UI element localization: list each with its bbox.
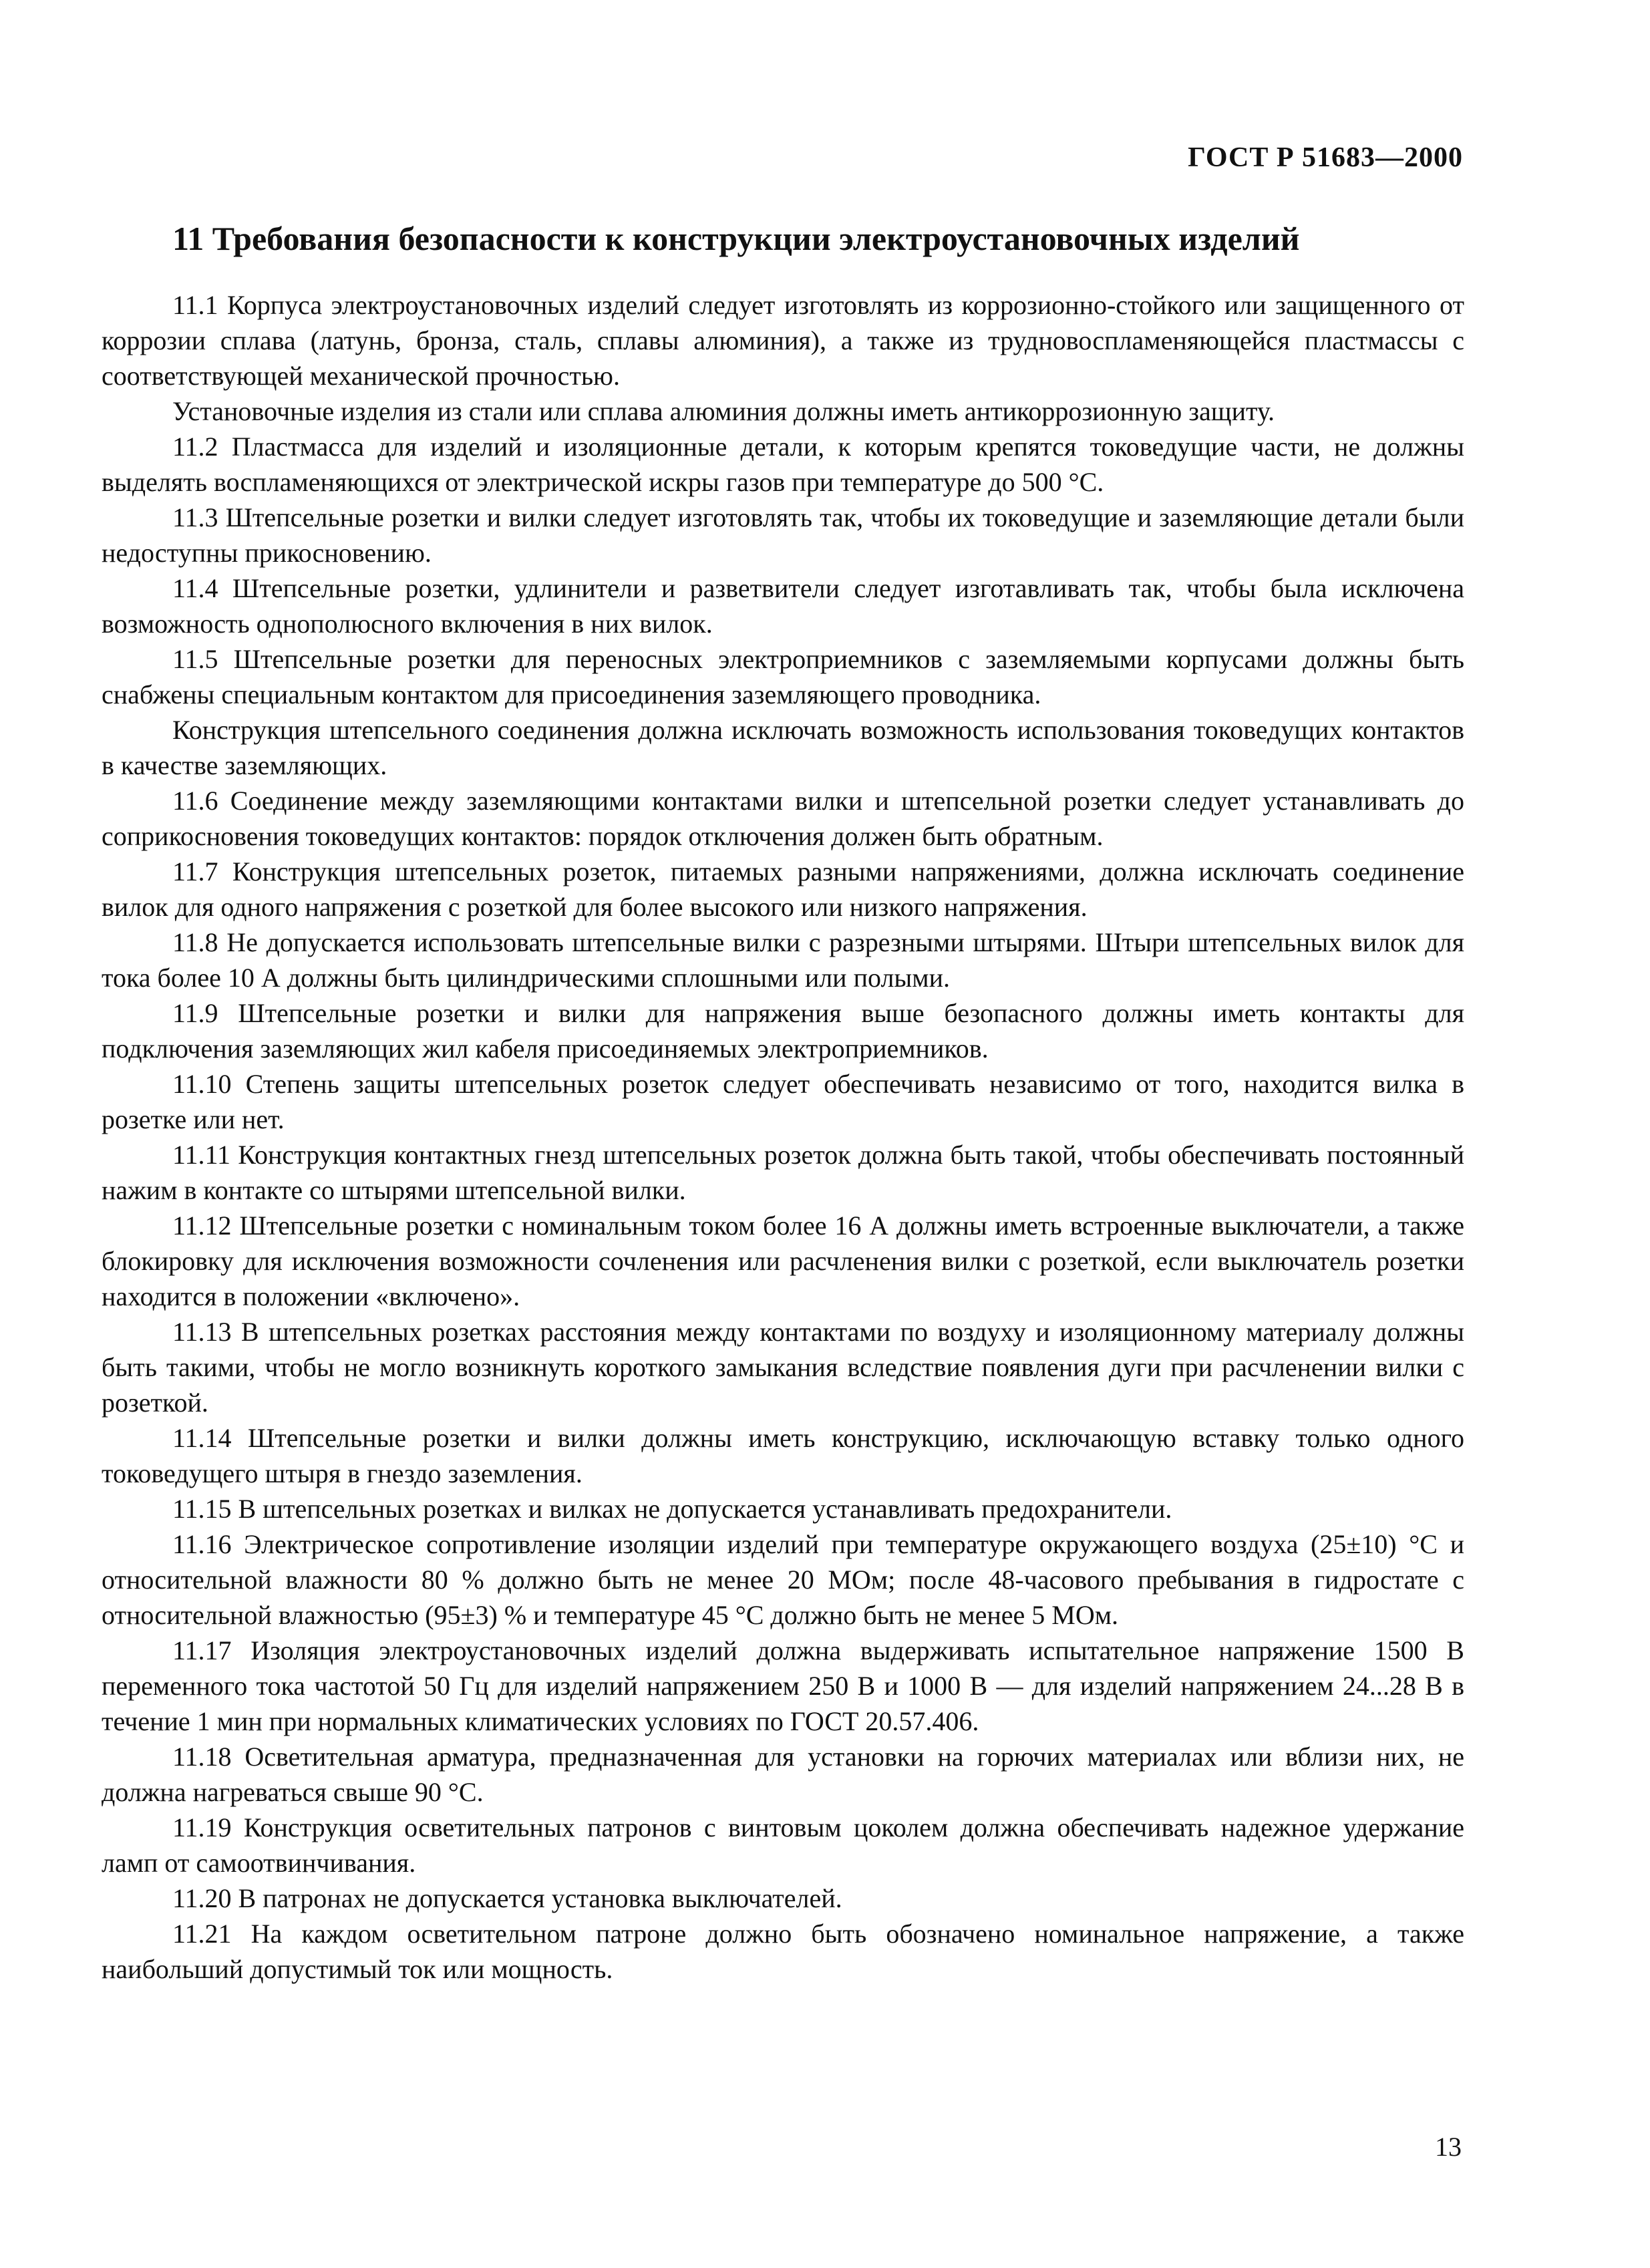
- paragraph-11-1-cont: Установочные изделия из стали или сплава алюминия должны иметь антикоррозионную защиту.: [172, 396, 1275, 426]
- paragraph-11-16: 11.16 Электрическое сопротивление изоляции изделий при температуре окружающего воздуха (25±10) °С и относительной влажности 80 % должно быть не менее 20 МОм; после 48-часового пребывания в гидростате с относительной влажностью (95±3) % и температуре 45 °С должно быть не менее 5 МОм.: [102, 1529, 1464, 1630]
- paragraph-11-18: 11.18 Осветительная арматура, предназначенная для установки на горючих материалах или вблизи них, не должна нагреваться свыше 90 °С.: [102, 1742, 1464, 1807]
- paragraph-11-5-cont: Конструкция штепсельного соединения должна исключать возможность использования токоведущих контактов в качестве заземляющих.: [102, 715, 1464, 780]
- paragraph-11-2: 11.2 Пластмасса для изделий и изоляционные детали, к которым крепятся токоведущие части, не должны выделять воспламеняющихся от электрической искры газов при температуре до 500 °С.: [102, 432, 1464, 497]
- paragraph-11-21: 11.21 На каждом осветительном патроне должно быть обозначено номинальное напряжение, а также наибольший допустимый ток или мощность.: [102, 1919, 1464, 1984]
- paragraph-11-5: 11.5 Штепсельные розетки для переносных электроприемников с заземляемыми корпусами должны быть снабжены специальным контактом для присоединения заземляющего проводника.: [102, 644, 1464, 709]
- paragraph-11-8: 11.8 Не допускается использовать штепсельные вилки с разрезными штырями. Штыри штепсельных вилок для тока более 10 А должны быть цилиндрическими сплошными или полыми.: [102, 927, 1464, 993]
- paragraph-11-14: 11.14 Штепсельные розетки и вилки должны иметь конструкцию, исключающую вставку только одного токоведущего штыря в гнездо заземления.: [102, 1423, 1464, 1488]
- section-title: 11 Требования безопасности к конструкции электроустановочных изделий: [172, 220, 1300, 257]
- paragraph-11-20: 11.20 В патронах не допускается установка выключателей.: [172, 1883, 842, 1913]
- paragraph-11-4: 11.4 Штепсельные розетки, удлинители и разветвители следует изготавливать так, чтобы была исключена возможность однополюсного включения в них вилок.: [102, 573, 1464, 639]
- paragraph-11-15: 11.15 В штепсельных розетках и вилках не допускается устанавливать предохранители.: [172, 1494, 1172, 1524]
- paragraph-11-13: 11.13 В штепсельных розетках расстояния между контактами по воздуху и изоляционному материалу должны быть такими, чтобы не могло возникнуть короткого замыкания вследствие появления дуги при расчленении вилки с розеткой.: [102, 1317, 1464, 1418]
- document-code: ГОСТ Р 51683—2000: [1188, 142, 1463, 173]
- paragraph-11-3: 11.3 Штепсельные розетки и вилки следует изготовлять так, чтобы их токоведущие и заземляющие детали были недоступны прикосновению.: [102, 502, 1464, 568]
- paragraph-11-7: 11.7 Конструкция штепсельных розеток, питаемых разными напряжениями, должна исключать соединение вилок для одного напряжения с розеткой для более высокого или низкого напряжения.: [102, 856, 1464, 922]
- paragraph-11-10: 11.10 Степень защиты штепсельных розеток следует обеспечивать независимо от того, находится вилка в розетке или нет.: [102, 1069, 1464, 1134]
- paragraph-11-1: 11.1 Корпуса электроустановочных изделий следует изготовлять из коррозионно-стойкого или защищенного от коррозии сплава (латунь, бронза, сталь, сплавы алюминия), а также из трудновоспламеняющейся пластмассы с соответствующей механической прочностью.: [102, 290, 1464, 391]
- paragraph-11-17: 11.17 Изоляция электроустановочных изделий должна выдерживать испытательное напряжение 1500 В переменного тока частотой 50 Гц для изделий напряжением 250 В и 1000 В — для изделий напряжением 24...28 В в течение 1 мин при нормальных климатических условиях по ГОСТ 20.57.406.: [102, 1635, 1464, 1736]
- paragraph-11-6: 11.6 Соединение между заземляющими контактами вилки и штепсельной розетки следует устанавливать до соприкосновения токоведущих контактов: порядок отключения должен быть обратным.: [102, 786, 1464, 851]
- paragraph-11-19: 11.19 Конструкция осветительных патронов с винтовым цоколем должна обеспечивать надежное удержание ламп от самоотвинчивания.: [102, 1812, 1464, 1878]
- paragraph-11-12: 11.12 Штепсельные розетки с номинальным током более 16 А должны иметь встроенные выключатели, а также блокировку для исключения возможности сочленения или расчленения вилки с розеткой, если выключатель розетки находится в положении «включено».: [102, 1210, 1464, 1311]
- paragraph-11-11: 11.11 Конструкция контактных гнезд штепсельных розеток должна быть такой, чтобы обеспечивать постоянный нажим в контакте со штырями штепсельной вилки.: [102, 1140, 1464, 1205]
- page-number: 13: [1435, 2132, 1462, 2162]
- paragraph-11-9: 11.9 Штепсельные розетки и вилки для напряжения выше безопасного должны иметь контакты для подключения заземляющих жил кабеля присоединяемых электроприемников.: [102, 998, 1464, 1064]
- section-body: [102, 287, 1464, 1987]
